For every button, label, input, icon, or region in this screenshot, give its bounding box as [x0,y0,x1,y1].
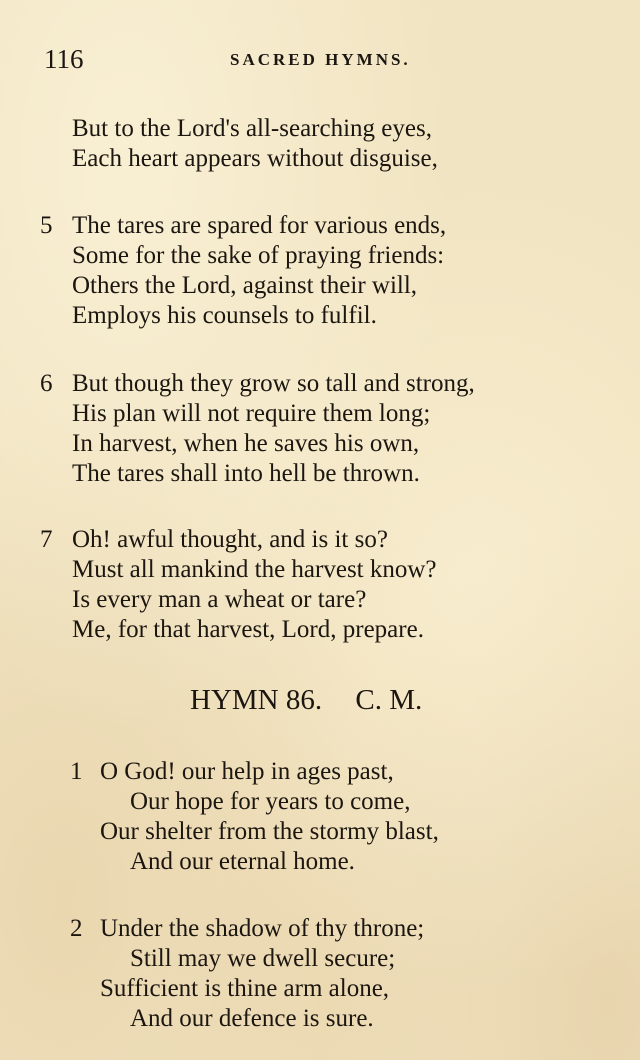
verse-line: In harvest, when he saves his own, [72,430,420,457]
running-head: SACRED HYMNS. [230,50,411,69]
hymn-meter: C. M. [355,684,423,716]
hymn-title [190,683,422,717]
verse-line: But to the Lord's all-searching eyes, [72,115,432,142]
verse-line: Our hope for years to come, [130,788,411,815]
hymn-number: HYMN 86. [190,684,323,716]
verse-line: O God! our help in ages past, [100,758,394,785]
page-header [0,44,640,74]
verse-line: Sufficient is thine arm alone, [100,975,390,1002]
verse-line: Others the Lord, against their will, [72,272,418,299]
verse-line: Our shelter from the stormy blast, [100,818,439,845]
verse-line: Still may we dwell secure; [130,945,396,972]
verse-number: 2 [70,915,83,942]
verse-line: Employs his counsels to fulfil. [72,302,377,329]
verse-line: Is every man a wheat or tare? [72,586,367,613]
verse-number: 5 [40,212,53,239]
verse-line: Must all mankind the harvest know? [72,556,437,583]
verse-line: But though they grow so tall and strong, [72,370,475,397]
verse-line: Some for the sake of praying friends: [72,242,445,269]
verse-line: The tares shall into hell be thrown. [72,460,420,487]
page-number: 116 [44,44,84,74]
verse-line: And our defence is sure. [130,1005,374,1032]
verse-number: 6 [40,370,53,397]
verse-number: 1 [70,758,83,785]
verse-line: Each heart appears without disguise, [72,145,438,172]
verse-number: 7 [40,526,53,553]
verse-line: Me, for that harvest, Lord, prepare. [72,616,424,643]
verse-line: Oh! awful thought, and is it so? [72,526,388,553]
verse-line: The tares are spared for various ends, [72,212,447,239]
verse-line: Under the shadow of thy throne; [100,915,425,942]
verse-line: And our eternal home. [130,848,355,875]
verse-line: His plan will not require them long; [72,400,431,427]
